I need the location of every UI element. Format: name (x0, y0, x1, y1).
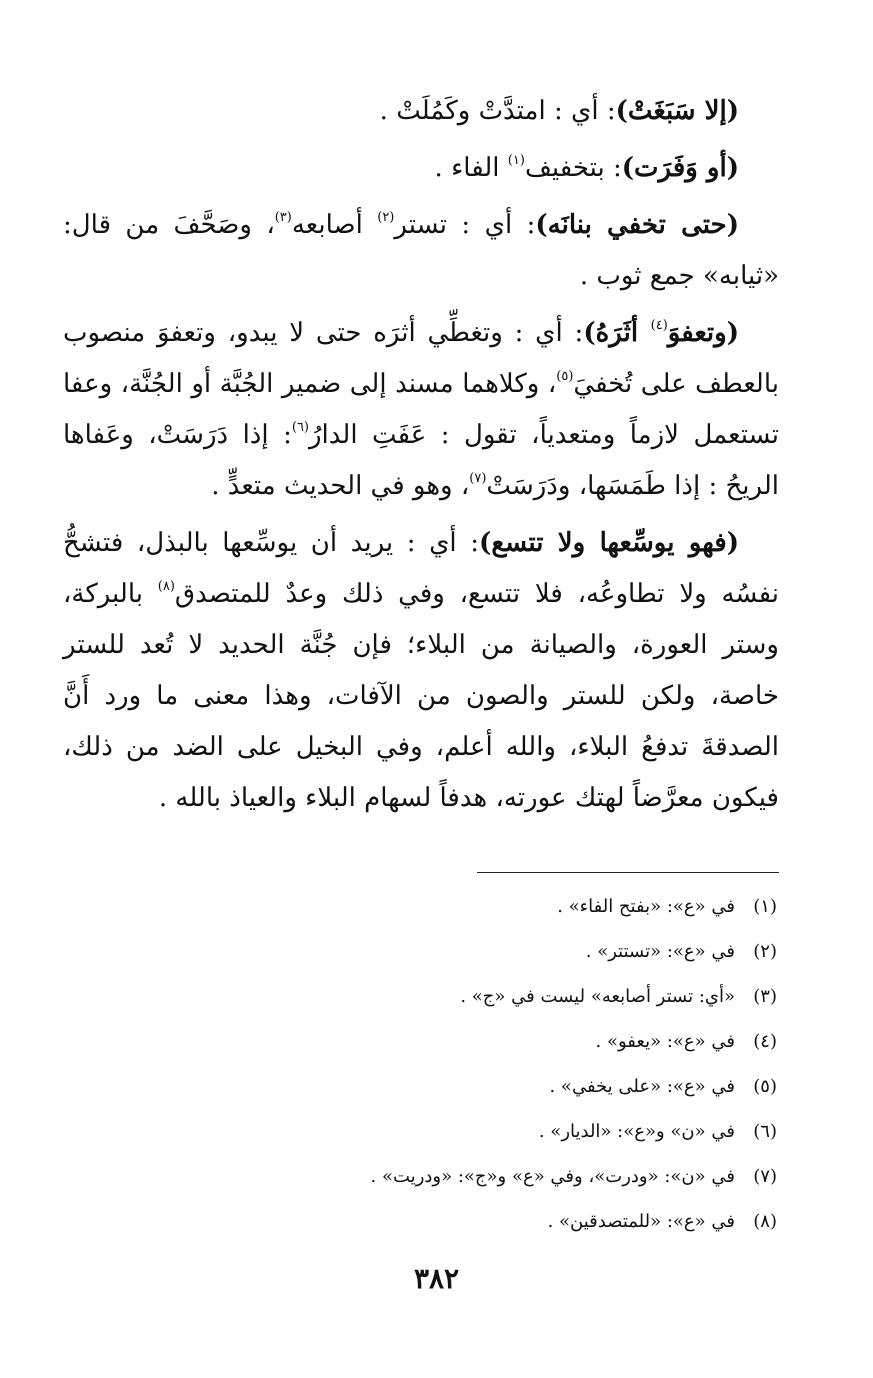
footnote-number: (٨) (753, 1211, 777, 1232)
main-text (63, 86, 779, 830)
footnote (61, 929, 777, 974)
paragraph-text: : أي : امتدَّتْ وكَمُلَتْ . (379, 96, 616, 126)
paragraph-1 (63, 86, 779, 137)
footnote (61, 884, 777, 929)
footnote-text: في «ع»: «على يخفي» . (549, 1076, 735, 1097)
footnotes (61, 884, 777, 1244)
lemma: (أو وَفَرَت) (621, 153, 739, 183)
lemma: أثَرَهُ) (583, 318, 651, 348)
footnote (61, 1019, 777, 1064)
footnote-text: في «ع»: «تستتر» . (585, 941, 735, 962)
paragraph-text: ، وكلاهما مسند إلى ضمير الجُبَّة أو الجُنَّة، وعفا تستعمل لازماً ومتعدياً، تقول : عَفَتِ الدارُ (63, 369, 779, 450)
paragraph-text: بالبركة، وستر العورة، والصيانة من البلاء؛ فإن جُنَّة الحديد لا تُعد للستر خاصة، ولكن للستر والصون من الآفات، وهذا معنى ما ورد أَنَّ الصدقةَ تدفعُ البلاء، والله أعلم، وفي البخيل على الضد من ذلك، فيكون معرَّضاً لهتك عورته، هدفاً لسهام البلاء والعياذ بالله . (63, 579, 779, 813)
paragraph-text: : أي : تستر (394, 210, 536, 240)
footnote-ref: (٥) (556, 369, 574, 384)
paragraph-text: ، وصَحَّفَ من قال: «ثيابه» جمع ثوب . (63, 210, 779, 291)
footnote-number: (٤) (753, 1031, 777, 1052)
paragraph-text: : بتخفيف (524, 153, 622, 183)
paragraph-5 (63, 518, 779, 824)
footnote-ref: (٨) (157, 579, 175, 594)
footnote-number: (٧) (753, 1166, 777, 1187)
footnote-text: في «ع»: «بفتح الفاء» . (557, 896, 735, 917)
paragraph-text: الفاء . (434, 153, 508, 183)
page-number: ٣٨٢ (413, 1262, 460, 1295)
paragraph-text: أصابعه (291, 210, 378, 240)
paragraph-text: : أي : يريد أن يوسِّعها بالبذل، فتشحُّ نفسُه ولا تطاوعُه، فلا تتسع، وفي ذلك وعدٌ للمتصدق (63, 528, 780, 609)
paragraph-2 (63, 143, 779, 194)
footnote-number: (٣) (753, 986, 777, 1007)
paragraph-text: : أي : وتغطِّي أثرَه حتى لا يبدو، وتعفوَ منصوب بالعطف على تُخفيَ (63, 318, 779, 399)
footnote-ref: (٧) (469, 471, 487, 486)
footnote (61, 1199, 777, 1244)
footnote-number: (٢) (753, 941, 777, 962)
footnote (61, 1154, 777, 1199)
footnote-text: في «ع»: «يعفو» . (595, 1031, 735, 1052)
footnote-divider (477, 872, 779, 873)
footnote-text: في «ن»: «ودرت»، وفي «ع» و«ج»: «ودريت» . (370, 1166, 735, 1187)
footnote-text: في «ن» و«ع»: «الديار» . (538, 1121, 735, 1142)
footnote-ref: (١) (507, 153, 525, 168)
lemma: (فهو يوسِّعها ولا تتسع) (479, 528, 739, 558)
footnote-number: (٥) (753, 1076, 777, 1097)
footnote-text: «أي: تستر أصابعه» ليست في «ج» . (460, 986, 735, 1007)
footnote-number: (٦) (753, 1121, 777, 1142)
footnote (61, 1109, 777, 1154)
paragraph-3 (63, 200, 779, 302)
footnote-text: في «ع»: «للمتصدقين» . (547, 1211, 735, 1232)
lemma: (وتعفوَ (667, 318, 740, 348)
paragraph-4 (63, 308, 779, 512)
footnote-ref: (٢) (377, 210, 395, 225)
footnote-number: (١) (753, 896, 777, 917)
footnote (61, 1064, 777, 1109)
paragraph-text: ، وهو في الحديث متعدٍّ . (211, 471, 470, 501)
footnote (61, 974, 777, 1019)
footnote-ref: (٤) (650, 318, 668, 333)
footnote-ref: (٦) (291, 420, 309, 435)
paragraph-text: : إذا دَرَسَتْ، وعَفاها الريحُ : إذا طَمَسَها، ودَرَسَتْ (63, 420, 779, 501)
lemma: (حتى تخفي بنانَه) (535, 210, 739, 240)
footnote-ref: (٣) (274, 210, 292, 225)
lemma: (إلا سَبَغَتْ) (615, 96, 739, 126)
